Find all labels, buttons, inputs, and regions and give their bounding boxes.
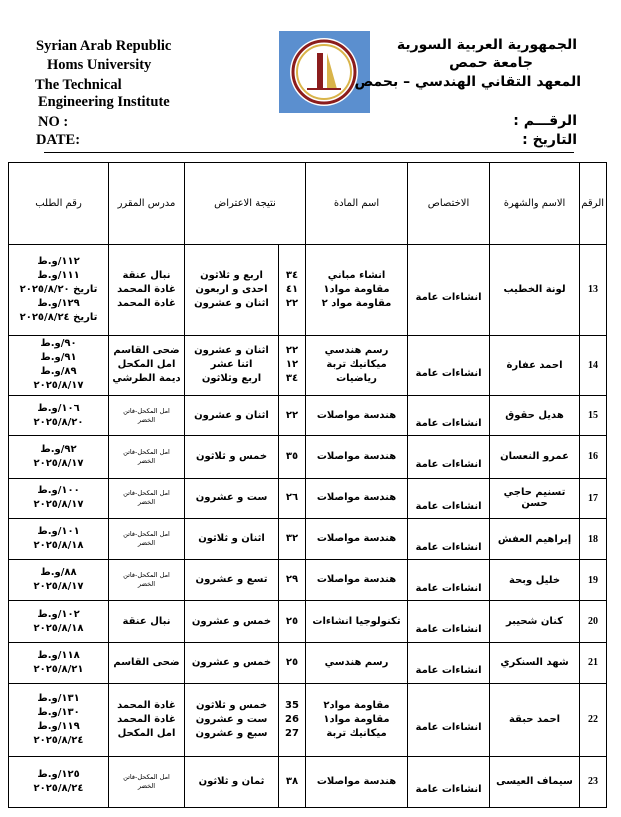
course-teacher-line: غادة المحمد bbox=[117, 713, 176, 725]
subject-name-line: مقاومة مواد ٢ bbox=[321, 297, 392, 309]
course-teacher-line: غادة المحمد bbox=[117, 283, 176, 295]
course-teacher bbox=[109, 478, 185, 518]
table-row bbox=[9, 436, 607, 478]
request-number bbox=[9, 478, 109, 518]
request-number-line: ١٠٦/و.ط bbox=[37, 402, 80, 414]
table-row bbox=[9, 684, 607, 757]
col-header-subject: اسم المادة bbox=[306, 163, 408, 245]
request-number-line: ١٢٥/و.ط bbox=[37, 768, 80, 780]
request-number-line: ١١٩/و.ط bbox=[37, 720, 80, 732]
student-name: خليل وبحة bbox=[490, 560, 580, 601]
course-teacher-line: ضحى القاسم bbox=[113, 345, 180, 357]
result-words-line: اثنان و عشرون bbox=[194, 297, 269, 309]
result-number-line: ٢٦ bbox=[285, 492, 299, 504]
subject-name bbox=[306, 436, 408, 478]
request-number-line: ١٣٠/و.ط bbox=[37, 706, 80, 718]
result-words-line: ست و عشرون bbox=[195, 492, 268, 504]
course-teacher-line: امل المكحل-فاتن bbox=[123, 406, 170, 415]
table-row bbox=[9, 335, 607, 395]
table-row bbox=[9, 478, 607, 518]
subject-name-line: مقاومة مواد٢ bbox=[323, 699, 390, 711]
result-number bbox=[279, 245, 306, 336]
result-number-line: 26 bbox=[285, 713, 299, 725]
subject-name-line: مقاومة مواد١ bbox=[323, 283, 390, 295]
course-teacher-line: ضحى القاسم bbox=[113, 656, 180, 668]
specialization: انشاءات عامة bbox=[408, 684, 490, 757]
result-number bbox=[279, 684, 306, 757]
subject-name bbox=[306, 396, 408, 436]
course-teacher-line: امل المكحل-فاتن bbox=[123, 571, 170, 580]
request-number-line: ١٣١/و.ط bbox=[37, 692, 80, 704]
request-number-line: ٨٩/و.ط bbox=[40, 366, 77, 378]
course-teacher-line: امل المكحل-فاتن bbox=[123, 489, 170, 498]
col-header-name: الاسم والشهرة bbox=[490, 163, 580, 245]
student-name: هديل حقوق bbox=[490, 396, 580, 436]
result-number bbox=[279, 478, 306, 518]
request-number bbox=[9, 436, 109, 478]
course-teacher bbox=[109, 335, 185, 395]
result-words bbox=[185, 601, 279, 642]
result-words-line: اثنان و عشرون bbox=[194, 345, 269, 357]
course-teacher-line: الخضر bbox=[137, 456, 156, 465]
student-name: شهد السنكري bbox=[490, 642, 580, 683]
result-number-line: ٢٥ bbox=[285, 656, 299, 668]
course-teacher-line: غادة المحمد bbox=[117, 699, 176, 711]
subject-name bbox=[306, 518, 408, 559]
course-teacher-line: ديمة الطرشي bbox=[112, 373, 181, 385]
col-header-teacher: مدرس المقرر bbox=[109, 163, 185, 245]
col-header-result: نتيجة الاعتراض bbox=[185, 163, 306, 245]
course-teacher bbox=[109, 642, 185, 683]
table-row bbox=[9, 642, 607, 683]
subject-name bbox=[306, 560, 408, 601]
course-teacher bbox=[109, 560, 185, 601]
student-name: احمد حبقة bbox=[490, 684, 580, 757]
course-teacher-line: الخضر bbox=[137, 415, 156, 424]
request-number bbox=[9, 335, 109, 395]
result-words-line: سبع و عشرون bbox=[195, 727, 268, 739]
student-name: عمرو النعسان bbox=[490, 436, 580, 478]
subject-name-line: هندسة مواصلات bbox=[316, 450, 397, 462]
header-en-university: Homs University bbox=[47, 57, 152, 73]
subject-name bbox=[306, 335, 408, 395]
subject-name-line: مقاومة مواد١ bbox=[323, 713, 390, 725]
table-row bbox=[9, 756, 607, 807]
course-teacher-line: الخضر bbox=[137, 781, 156, 790]
request-number-line: ٢٠٢٥/٨/١٨ bbox=[33, 622, 84, 634]
row-number: 18 bbox=[580, 518, 607, 559]
row-number: 15 bbox=[580, 396, 607, 436]
subject-name-line: ميكانيك تربة bbox=[326, 727, 387, 739]
result-words-line: احدى و اربعون bbox=[195, 283, 268, 295]
result-number-line: 35 bbox=[285, 699, 299, 711]
request-number-line: ٩٠/و.ط bbox=[40, 338, 77, 350]
request-number-line: ٨٨/و.ط bbox=[40, 567, 77, 579]
course-teacher bbox=[109, 245, 185, 336]
request-number-line: ٩١/و.ط bbox=[40, 352, 77, 364]
subject-name bbox=[306, 245, 408, 336]
result-number-line: 27 bbox=[285, 727, 299, 739]
request-number-line: ٩٢/و.ط bbox=[40, 443, 77, 455]
request-number-line: ١١٨/و.ط bbox=[37, 649, 80, 661]
student-name: إبراهيم العفش bbox=[490, 518, 580, 559]
result-words-line: اثنان و عشرون bbox=[194, 409, 269, 421]
specialization: انشاءات عامة bbox=[408, 478, 490, 518]
result-number bbox=[279, 560, 306, 601]
subject-name-line: هندسة مواصلات bbox=[316, 775, 397, 787]
course-teacher-line: امل المكحل-فاتن bbox=[123, 530, 170, 539]
row-number: 19 bbox=[580, 560, 607, 601]
request-number-line: ٢٠٢٥/٨/١٨ bbox=[33, 540, 84, 552]
course-teacher-line: امل المكحل-فاتن bbox=[123, 772, 170, 781]
specialization: انشاءات عامة bbox=[408, 396, 490, 436]
request-number bbox=[9, 642, 109, 683]
table-row bbox=[9, 560, 607, 601]
result-words-line: خمس و ثلاثون bbox=[195, 699, 268, 711]
result-number bbox=[279, 436, 306, 478]
result-number-line: ٣٤ bbox=[285, 269, 299, 281]
course-teacher bbox=[109, 436, 185, 478]
header-ar-no: الرقـــم : bbox=[513, 113, 577, 129]
specialization: انشاءات عامة bbox=[408, 436, 490, 478]
student-name: تسنيم حاجي حسن bbox=[490, 478, 580, 518]
specialization: انشاءات عامة bbox=[408, 560, 490, 601]
subject-name-line: هندسة مواصلات bbox=[316, 409, 397, 421]
student-name: لونة الخطيب bbox=[490, 245, 580, 336]
result-number-line: ٢٩ bbox=[285, 574, 299, 586]
row-number: 17 bbox=[580, 478, 607, 518]
specialization: انشاءات عامة bbox=[408, 518, 490, 559]
course-teacher bbox=[109, 756, 185, 807]
result-words bbox=[185, 335, 279, 395]
course-teacher bbox=[109, 684, 185, 757]
col-header-num: الرقم bbox=[580, 163, 607, 245]
row-number: 13 bbox=[580, 245, 607, 336]
subject-name bbox=[306, 642, 408, 683]
result-number-line: ٢٥ bbox=[285, 615, 299, 627]
header-en-date: DATE: bbox=[36, 132, 81, 148]
result-number bbox=[279, 518, 306, 559]
result-words bbox=[185, 436, 279, 478]
row-number: 14 bbox=[580, 335, 607, 395]
request-number-line: ١٠١/و.ط bbox=[37, 526, 80, 538]
row-number: 23 bbox=[580, 756, 607, 807]
col-header-spec: الاختصاص bbox=[408, 163, 490, 245]
result-words-line: اربع وثلاثون bbox=[201, 373, 262, 385]
request-number-line: ١٠٠/و.ط bbox=[37, 485, 80, 497]
result-words-line: اثنان و ثلاثون bbox=[198, 533, 265, 545]
specialization: انشاءات عامة bbox=[408, 756, 490, 807]
request-number-line: ١١٢/و.ط bbox=[37, 255, 80, 267]
student-name: كنان شحيبر bbox=[490, 601, 580, 642]
header-en-institute-1: The Technical bbox=[35, 77, 122, 93]
result-number bbox=[279, 335, 306, 395]
result-words-line: اربع و ثلاثون bbox=[200, 269, 263, 281]
header-en-country: Syrian Arab Republic bbox=[36, 38, 172, 54]
course-teacher bbox=[109, 396, 185, 436]
header-ar-institute: المعهد التقاني الهندسي – بحمص bbox=[354, 74, 581, 90]
objection-results-table bbox=[8, 162, 607, 808]
subject-name-line: هندسة مواصلات bbox=[316, 574, 397, 586]
request-number-line: تاريخ ٢٠٢٥/٨/٢٤ bbox=[19, 311, 98, 323]
table-row bbox=[9, 518, 607, 559]
specialization: انشاءات عامة bbox=[408, 642, 490, 683]
course-teacher bbox=[109, 518, 185, 559]
request-number-line: ١١١/و.ط bbox=[37, 269, 80, 281]
row-number: 21 bbox=[580, 642, 607, 683]
request-number bbox=[9, 684, 109, 757]
row-number: 20 bbox=[580, 601, 607, 642]
course-teacher-line: نبال عنقة bbox=[122, 269, 171, 281]
subject-name-line: رياضيات bbox=[336, 373, 377, 385]
header-ar-university: جامعة حمص bbox=[449, 55, 533, 71]
request-number-line: ١٠٢/و.ط bbox=[37, 608, 80, 620]
result-words bbox=[185, 396, 279, 436]
subject-name bbox=[306, 601, 408, 642]
result-number-line: ٣٢ bbox=[285, 533, 299, 545]
result-words bbox=[185, 642, 279, 683]
result-words bbox=[185, 684, 279, 757]
subject-name bbox=[306, 684, 408, 757]
result-number bbox=[279, 642, 306, 683]
result-words-line: اثنا عشر bbox=[210, 359, 253, 371]
specialization: انشاءات عامة bbox=[408, 335, 490, 395]
result-words-line: خمس و عشرون bbox=[191, 615, 272, 627]
result-number-line: ٢٢ bbox=[285, 297, 299, 309]
subject-name-line: هندسة مواصلات bbox=[316, 492, 397, 504]
result-number bbox=[279, 756, 306, 807]
header-divider bbox=[44, 152, 574, 153]
course-teacher-line: غادة المحمد bbox=[117, 297, 176, 309]
subject-name bbox=[306, 478, 408, 518]
result-number bbox=[279, 601, 306, 642]
subject-name-line: رسم هندسي bbox=[324, 656, 389, 668]
subject-name-line: هندسة مواصلات bbox=[316, 533, 397, 545]
course-teacher bbox=[109, 601, 185, 642]
result-words-line: تسع و عشرون bbox=[195, 574, 268, 586]
subject-name-line: رسم هندسي bbox=[324, 345, 389, 357]
header-en-institute-2: Engineering Institute bbox=[38, 94, 170, 110]
result-number-line: ٣٤ bbox=[285, 373, 299, 385]
request-number-line: ٢٠٢٥/٨/٢٤ bbox=[33, 782, 84, 794]
request-number-line: ٢٠٢٥/٨/١٧ bbox=[33, 581, 84, 593]
result-words bbox=[185, 560, 279, 601]
course-teacher-line: الخضر bbox=[137, 580, 156, 589]
student-name: احمد عفارة bbox=[490, 335, 580, 395]
result-words-line: ست و عشرون bbox=[195, 713, 268, 725]
request-number-line: ٢٠٢٥/٨/٢٠ bbox=[33, 416, 84, 428]
row-number: 22 bbox=[580, 684, 607, 757]
header-ar-country: الجمهورية العربية السورية bbox=[396, 37, 577, 53]
student-name: سيماف العيسى bbox=[490, 756, 580, 807]
result-words bbox=[185, 245, 279, 336]
result-words-line: خمس و ثلاثون bbox=[195, 450, 268, 462]
request-number bbox=[9, 245, 109, 336]
course-teacher-line: امل المكحل-فاتن bbox=[123, 447, 170, 456]
request-number-line: ٢٠٢٥/٨/٢٤ bbox=[33, 734, 84, 746]
request-number-line: ١٢٩/و.ط bbox=[37, 297, 80, 309]
subject-name-line: تكنولوجيا انشاءات bbox=[312, 615, 401, 627]
request-number-line: ٢٠٢٥/٨/٢١ bbox=[33, 663, 84, 675]
specialization: انشاءات عامة bbox=[408, 245, 490, 336]
result-number-line: ٣٥ bbox=[285, 450, 299, 462]
institute-logo bbox=[279, 31, 370, 113]
subject-name-line: ميكانيك تربة bbox=[326, 359, 387, 371]
table-row bbox=[9, 245, 607, 336]
table-header-row bbox=[9, 163, 607, 245]
subject-name bbox=[306, 756, 408, 807]
course-teacher-line: الخضر bbox=[137, 539, 156, 548]
course-teacher-line: امل المكحل bbox=[117, 727, 176, 739]
result-number-line: ٢٢ bbox=[285, 409, 299, 421]
request-number-line: تاريخ ٢٠٢٥/٨/٢٠ bbox=[19, 283, 98, 295]
request-number bbox=[9, 601, 109, 642]
result-words-line: خمس و عشرون bbox=[191, 656, 272, 668]
request-number-line: ٢٠٢٥/٨/١٧ bbox=[33, 499, 84, 511]
request-number bbox=[9, 560, 109, 601]
specialization: انشاءات عامة bbox=[408, 601, 490, 642]
table-row bbox=[9, 396, 607, 436]
request-number bbox=[9, 518, 109, 559]
result-words bbox=[185, 756, 279, 807]
header-ar-date: التاريخ : bbox=[522, 132, 577, 148]
request-number-line: ٢٠٢٥/٨/١٧ bbox=[33, 457, 84, 469]
result-number bbox=[279, 396, 306, 436]
course-teacher-line: نبال عنقة bbox=[122, 615, 171, 627]
course-teacher-line: الخضر bbox=[137, 498, 156, 507]
request-number bbox=[9, 756, 109, 807]
subject-name-line: انشاء مباني bbox=[327, 269, 386, 281]
row-number: 16 bbox=[580, 436, 607, 478]
result-words-line: ثمان و ثلاثون bbox=[198, 775, 265, 787]
result-words bbox=[185, 518, 279, 559]
request-number-line: ٢٠٢٥/٨/١٧ bbox=[33, 380, 84, 392]
result-number-line: ١٢ bbox=[285, 359, 299, 371]
result-number-line: ٢٢ bbox=[285, 345, 299, 357]
col-header-request: رقم الطلب bbox=[9, 163, 109, 245]
table-row bbox=[9, 601, 607, 642]
result-number-line: ٤١ bbox=[285, 283, 299, 295]
result-words bbox=[185, 478, 279, 518]
result-number-line: ٣٨ bbox=[285, 775, 299, 787]
course-teacher-line: امل المكحل bbox=[117, 359, 176, 371]
header-en-no: NO : bbox=[38, 114, 69, 130]
request-number bbox=[9, 396, 109, 436]
